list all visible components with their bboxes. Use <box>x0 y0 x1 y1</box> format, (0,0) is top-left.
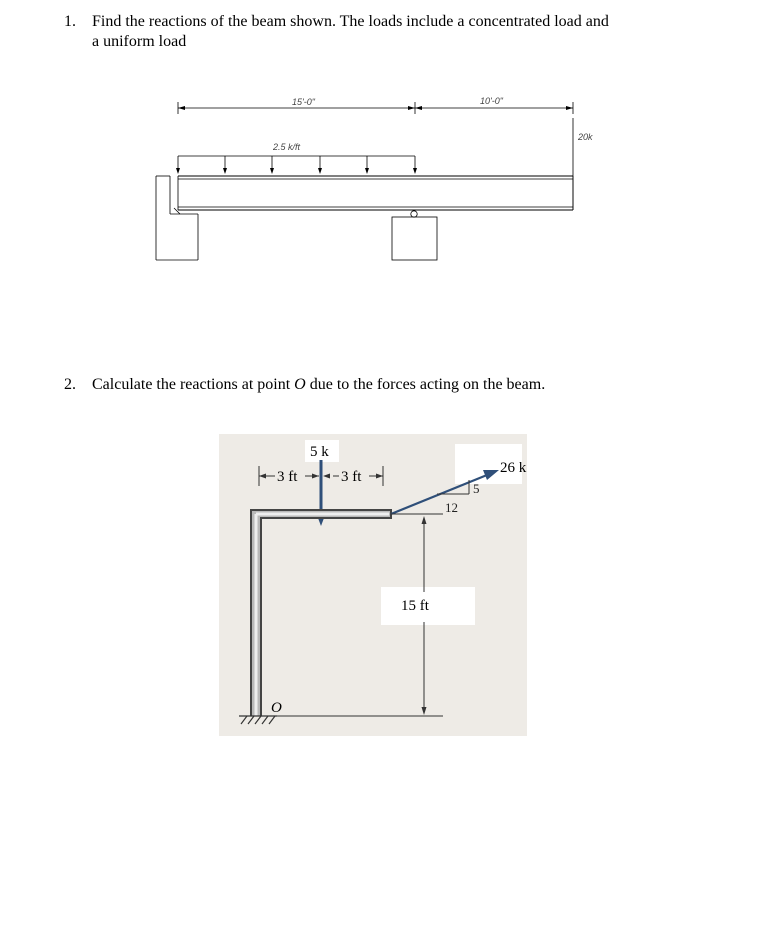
frame-figure-2 <box>219 434 527 736</box>
beam-figure-1 <box>150 90 593 265</box>
slope-vertical-label: 5 <box>473 481 480 496</box>
problem-1-text-line1: Find the reactions of the beam shown. The loads include a concentrated load and <box>92 13 609 30</box>
point-load-5k-label: 5 k <box>310 444 329 460</box>
dimension-line <box>178 102 573 114</box>
height-label: 15 ft <box>401 598 429 614</box>
inclined-load-label: 26 k <box>500 460 527 476</box>
problem-2 <box>64 375 744 397</box>
point-load-label: 20k <box>578 132 593 142</box>
problem-2-text <box>92 375 545 395</box>
distributed-load-label: 2.5 k/ft <box>273 142 301 152</box>
dim-right-label: 3 ft <box>341 469 362 485</box>
problem-2-text-after: due to the forces acting on the beam. <box>305 376 546 393</box>
problem-2-point: O <box>294 376 306 393</box>
beam <box>178 176 573 210</box>
span1-label: 15'-0" <box>292 97 315 107</box>
distributed-load <box>178 156 415 172</box>
slope-horizontal-label: 12 <box>445 500 458 515</box>
dim-left-label: 3 ft <box>277 469 298 485</box>
support-o-label: O <box>271 700 282 716</box>
distributed-load-arrowheads <box>176 168 417 174</box>
roller-support <box>392 211 437 260</box>
span2-label: 10'-0" <box>480 96 503 106</box>
pin-support <box>156 176 198 260</box>
problem-2-number: 2. <box>64 376 76 393</box>
problem-1-number: 1. <box>64 13 76 30</box>
problem-1-text-line2: a uniform load <box>92 33 187 50</box>
problem-1 <box>64 12 744 56</box>
problem-2-text-before: Calculate the reactions at point <box>92 376 295 393</box>
